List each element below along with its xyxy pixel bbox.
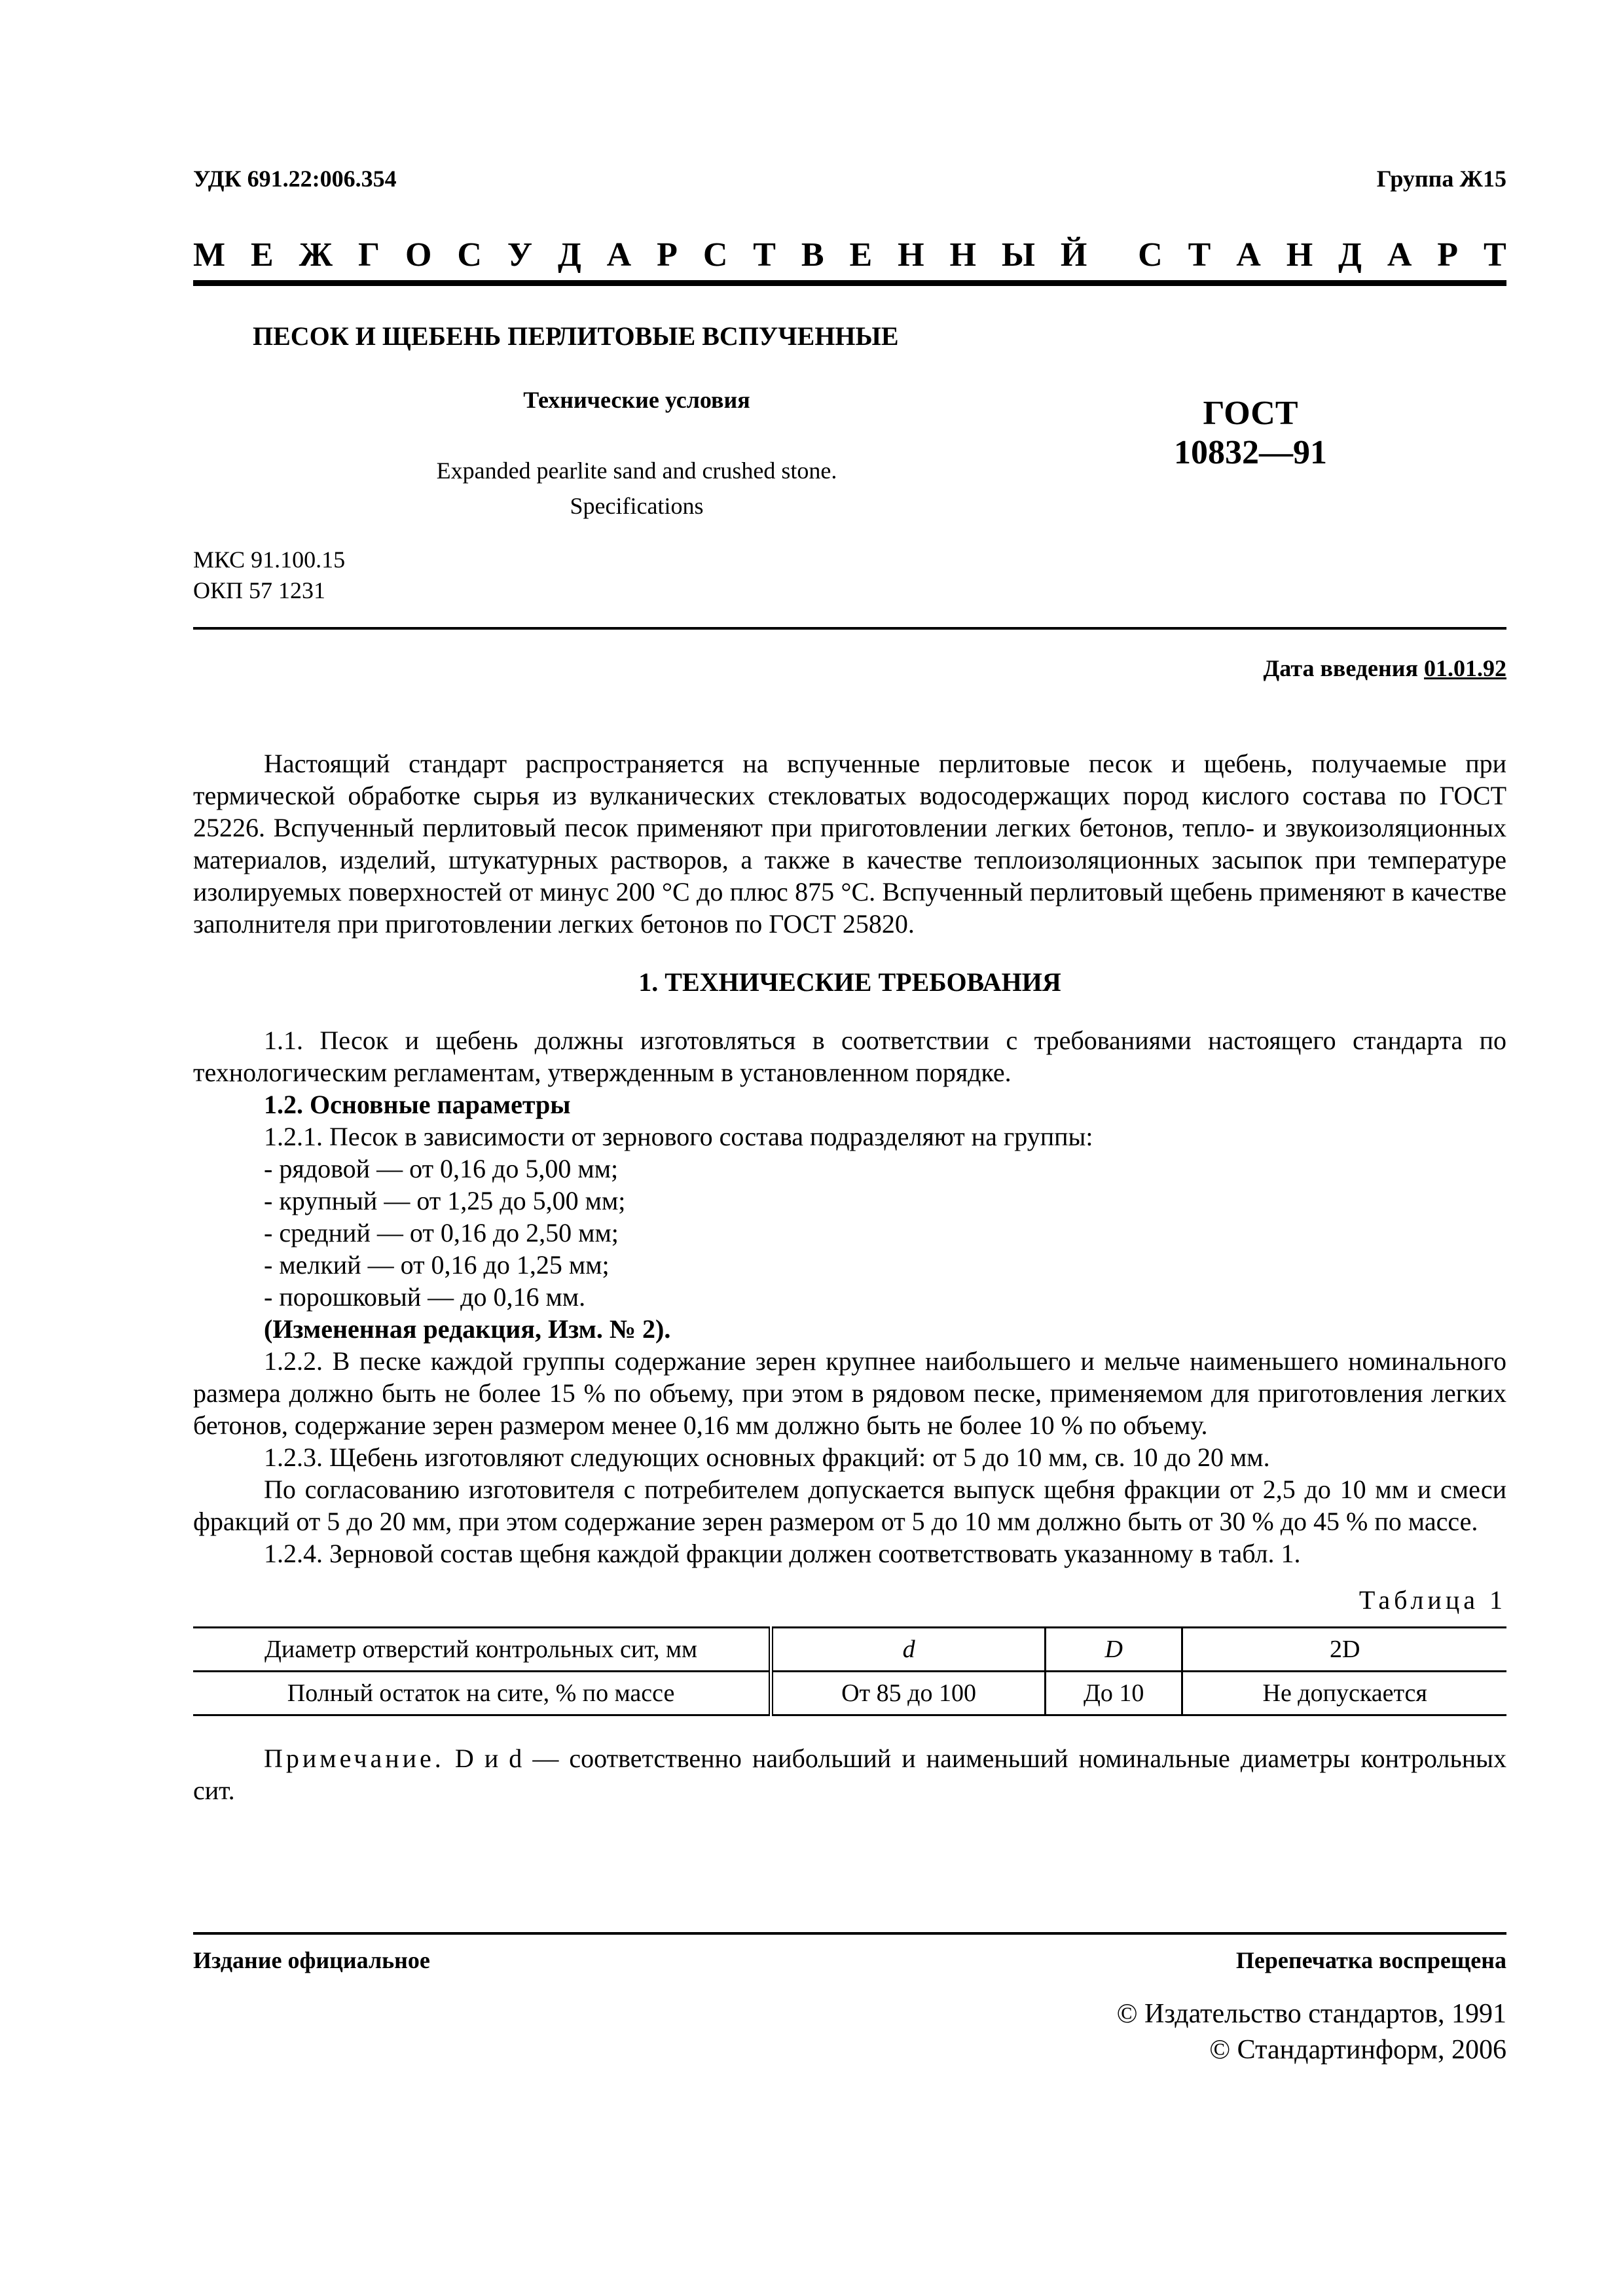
intro-paragraph: Настоящий стандарт распространяется на вспученные перлитовые песок и щебень, получаемые при термической обработке сырья из вулканических стекловатых водосодержащих пород кислого состава по ГОСТ 25226. Вспученный перлитовый песок применяют при приготовлении легких бетонов, тепло- и звукоизоляционных материалов, изделий, штукатурных растворов, а также в качестве теплоизоляционных засыпок при температуре изолируемых поверхностей от минус 200 °С до плюс 875 °С. Вспученный перлитовый щебень применяют в качестве заполнителя при приготовлении легких бетонов по ГОСТ 25820. [193, 749, 1506, 939]
banner-letter: А [1387, 236, 1412, 274]
group-code: Группа Ж15 [1376, 166, 1506, 192]
banner-letter: Д [557, 236, 581, 274]
banner-letter: Д [1338, 236, 1362, 274]
group-item: - средний — от 0,16 до 2,50 мм; [264, 1218, 619, 1247]
clause-1-2-heading: 1.2. Основные параметры [264, 1090, 571, 1119]
banner-letter: Ы [1001, 236, 1035, 274]
mks-code: МКС 91.100.15 [193, 547, 346, 573]
okp-code: ОКП 57 1231 [193, 577, 326, 603]
gost-designation [1113, 394, 1388, 473]
document-body [193, 747, 1506, 1806]
intro-date-value: 01.01.92 [1424, 655, 1506, 681]
table-cell: От 85 до 100 [771, 1672, 1046, 1715]
table-cell: Не допускается [1182, 1672, 1506, 1715]
banner-letter: У [507, 236, 533, 274]
english-title-line: Expanded pearlite sand and crushed stone. [436, 457, 837, 484]
banner-letter: Н [898, 236, 924, 274]
table-note [193, 1742, 1506, 1806]
group-item: - крупный — от 1,25 до 5,00 мм; [264, 1186, 626, 1215]
clause-1-1: 1.1. Песок и щебень должны изготовляться в соответствии с требованиями настоящего стандарта по технологическим регламентам, утвержденным в установленном порядке. [193, 1026, 1506, 1087]
english-title [193, 453, 1080, 524]
group-item: - рядовой — от 0,16 до 5,00 мм; [264, 1154, 619, 1183]
group-item: - мелкий — от 0,16 до 1,25 мм; [264, 1250, 610, 1280]
table-cell: До 10 [1046, 1672, 1182, 1715]
banner-letter: Й [1060, 236, 1087, 274]
copyright-block [1117, 1996, 1506, 2068]
official-edition-label: Издание официальное [193, 1947, 430, 1973]
amendment-note: (Измененная редакция, Изм. № 2). [264, 1314, 671, 1344]
banner-letter: Г [357, 236, 380, 274]
group-item: - порошковый — до 0,16 мм. [264, 1282, 586, 1312]
banner-letter: М [193, 236, 226, 274]
document-subtitle: Технические условия [523, 387, 750, 413]
table-row [193, 1672, 1506, 1715]
banner-letter: А [1236, 236, 1261, 274]
gost-number: 10832—91 [1174, 433, 1327, 471]
table-cell: d [771, 1628, 1046, 1672]
banner-letter: Т [1483, 236, 1506, 274]
document-title: ПЕСОК И ЩЕБЕНЬ ПЕРЛИТОВЫЕ ВСПУЧЕННЫЕ [253, 321, 899, 351]
header-rule [193, 627, 1506, 630]
banner-letter: Е [849, 236, 873, 274]
copyright-line: © Издательство стандартов, 1991 [1116, 1999, 1506, 2029]
banner-letter: С [457, 236, 482, 274]
banner-letter: Р [1437, 236, 1459, 274]
banner-letter: О [405, 236, 432, 274]
table-cell: Полный остаток на сите, % по массе [193, 1672, 771, 1715]
banner-letter: А [606, 236, 632, 274]
english-title-line: Specifications [570, 493, 704, 519]
interstate-standard-banner [193, 236, 1506, 274]
clause-1-2-1: 1.2.1. Песок в зависимости от зернового состава подразделяют на группы: [264, 1122, 1093, 1151]
banner-letter: В [801, 236, 824, 274]
clause-1-2-3: 1.2.3. Щебень изготовляют следующих основных фракций: от 5 до 10 мм, св. 10 до 20 мм. [264, 1443, 1270, 1472]
banner-rule [193, 280, 1506, 286]
table-label: Таблица 1 [1359, 1585, 1506, 1615]
table-cell: D [1046, 1628, 1182, 1672]
intro-date-label: Дата введения [1263, 655, 1418, 681]
udk-code: УДК 691.22:006.354 [193, 166, 397, 192]
table-row [193, 1628, 1506, 1672]
copyright-line: © Стандартинформ, 2006 [1209, 2034, 1506, 2065]
classification-codes [193, 545, 345, 606]
intro-date [1264, 655, 1507, 682]
clause-1-2-3-continued: По согласованию изготовителя с потребителем допускается выпуск щебня фракции от 2,5 до 10 мм и смеси фракций от 5 до 20 мм, при этом содержание зерен размером от 5 до 10 мм должно быть от 30 % до 45 % по массе. [193, 1475, 1506, 1536]
banner-letter: Н [949, 236, 976, 274]
banner-letter: Т [753, 236, 776, 274]
grain-composition-table [193, 1626, 1506, 1716]
clause-1-2-2: 1.2.2. В песке каждой группы содержание зерен крупнее наибольшего и мельче наименьшего номинального размера должно быть не более 15 % по объему, при этом в рядовом песке, применяемом для приготовления легких бетонов, содержание зерен размером менее 0,16 мм должно быть не более 10 % по объему. [193, 1346, 1506, 1440]
footer-rule [193, 1932, 1506, 1935]
banner-letter: Е [251, 236, 274, 274]
section-title: 1. ТЕХНИЧЕСКИЕ ТРЕБОВАНИЯ [638, 967, 1061, 997]
banner-letter: С [1138, 236, 1163, 274]
clause-1-2-4: 1.2.4. Зерновой состав щебня каждой фракции должен соответствовать указанному в табл. 1. [264, 1539, 1301, 1568]
banner-letter: Р [657, 236, 678, 274]
table-cell: 2D [1182, 1628, 1506, 1672]
note-text: D и d — соответственно наибольший и наименьший номинальные диаметры контрольных сит. [193, 1744, 1507, 1805]
note-label: Примечание. [264, 1744, 445, 1773]
table-cell: Диаметр отверстий контрольных сит, мм [193, 1628, 771, 1672]
banner-letter: Ж [299, 236, 333, 274]
banner-letter: Т [1188, 236, 1211, 274]
banner-letter: С [702, 236, 728, 274]
gost-label: ГОСТ [1203, 395, 1298, 432]
banner-letter: Н [1286, 236, 1313, 274]
reprint-notice: Перепечатка воспрещена [1235, 1947, 1506, 1973]
